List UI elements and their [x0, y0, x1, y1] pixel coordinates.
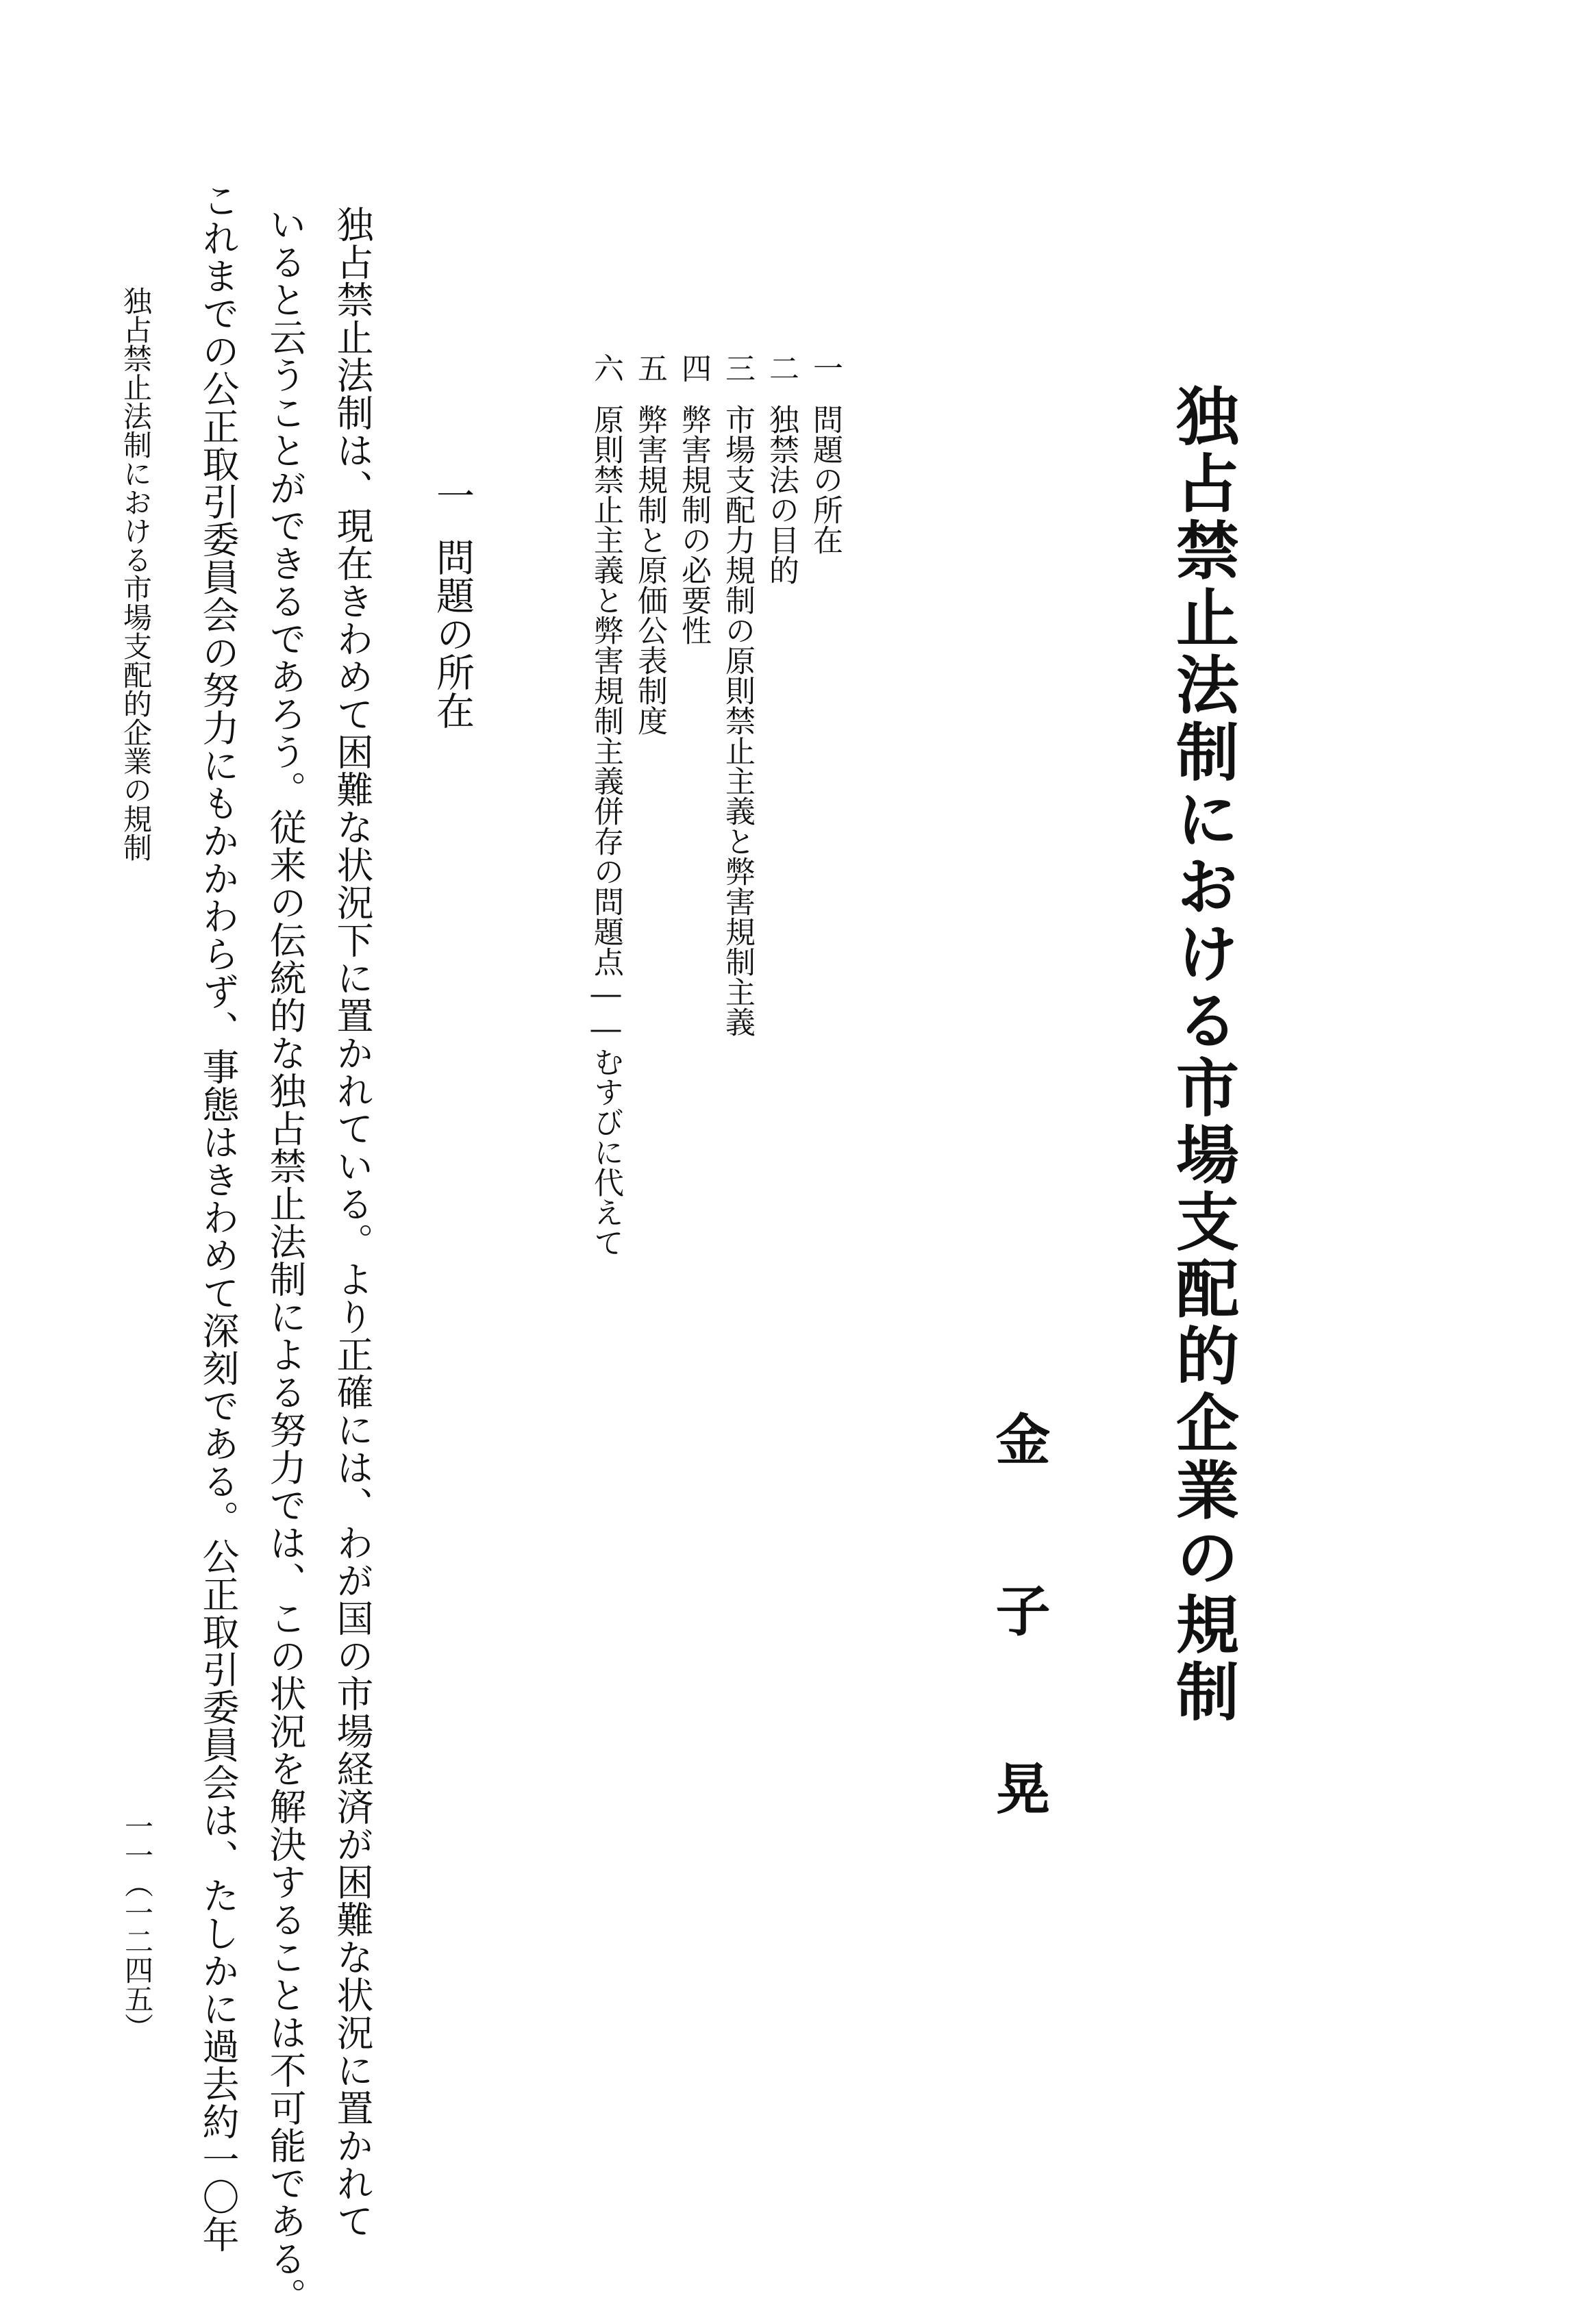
toc-item-text: 問題の所在	[808, 404, 843, 555]
toc-item-text: 独禁法の目的	[764, 404, 799, 585]
page-number: 一一（一二四五）	[121, 1812, 154, 2042]
author-name-part-1: 金	[986, 1411, 1051, 1466]
toc-item-text: 弊害規制の必要性	[676, 404, 711, 645]
author-name-part-3: 晃	[986, 1760, 1051, 1815]
toc-item-number: 四	[676, 353, 711, 383]
section-heading-number: 一	[430, 476, 475, 514]
toc-item-number: 三	[720, 353, 755, 383]
toc-item-number: 五	[632, 353, 667, 383]
author-name-part-2: 子	[986, 1582, 1051, 1637]
toc-item-number: 二	[764, 353, 799, 383]
article-title: 独占禁止法制における市場支配的企業の規制	[1166, 384, 1240, 1726]
toc-item-text: 市場支配力規制の原則禁止主義と弊害規制主義	[720, 404, 755, 1037]
body-text-line: 独占禁止法制は、現在きわめて困難な状況下に置かれている。より正確には、わが国の市場経済が困難な状況に置かれて	[331, 205, 374, 2240]
toc-item-text: 原則禁止主義と弊害規制主義併存の問題点――むすびに代えて	[588, 404, 623, 1257]
toc-item-number: 六	[588, 353, 623, 383]
section-heading-title: 問題の所在	[430, 538, 475, 729]
body-text-line: これまでの公正取引委員会の努力にもかかわらず、事態はきわめて深刻である。公正取引委員会は、たしかに過去約一〇年	[197, 182, 240, 2253]
toc-item-number: 一	[808, 353, 843, 383]
body-text-line: いると云うことができるであろう。従来の伝統的な独占禁止法制による努力では、この状況を解決することは不可能である。	[264, 205, 307, 2315]
toc-item-text: 弊害規制と原価公表制度	[632, 404, 667, 736]
running-head: 独占禁止法制における市場支配的企業の規制	[119, 286, 153, 862]
